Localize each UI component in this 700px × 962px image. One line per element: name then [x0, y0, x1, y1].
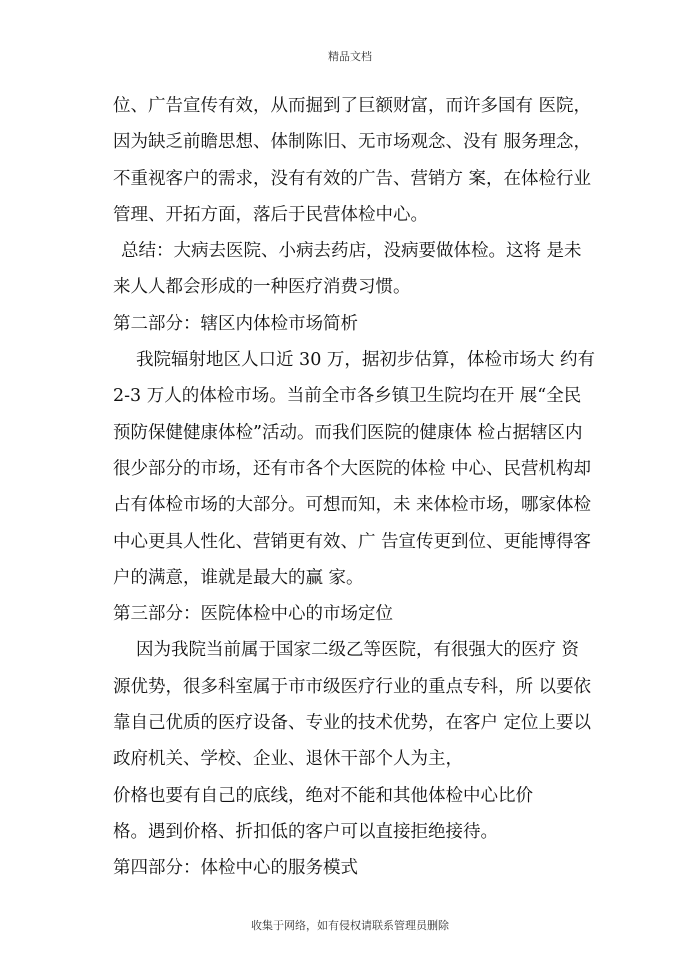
paragraph-line: 管理、开拓方面，落后于民营体检中心。	[113, 204, 428, 225]
paragraph-line: 政府机关、学校、企业、退休干部个人为主，	[113, 749, 463, 770]
paragraph-line: 源优势，很多科室属于市市级医疗行业的重点专科，所 以要依	[113, 676, 592, 697]
paragraph-line: 我院辐射地区人口近 30 万，据初步估算，体检市场大 约有	[136, 350, 595, 371]
paragraph-line: 格。遇到价格、折扣低的客户可以直接拒绝接待。	[113, 821, 498, 842]
paragraph-line: 预防保健健康体检”活动。而我们医院的健康体 检占据辖区内	[113, 422, 583, 443]
paragraph-line: 位、广告宣传有效，从而掘到了巨额财富，而许多国有 医院，	[113, 96, 592, 116]
paragraph-line: 因为我院当前属于国家二级乙等医院，有很强大的医疗 资	[136, 640, 580, 661]
section-heading-part-two: 第二部分：辖区内体检市场简析	[113, 313, 358, 334]
paragraph-line: 中心更具人性化、营销更有效、广 告宣传更到位、更能博得客	[113, 531, 592, 552]
paragraph-line: 很少部分的市场，还有市各个大医院的体检 中心、民营机构却	[113, 458, 592, 479]
paragraph-line: 不重视客户的需求，没有有效的广告、营销方 案，在体检行业	[113, 168, 592, 189]
page-header: 精品文档	[328, 50, 372, 63]
paragraph-line: 户的满意，谁就是最大的赢 家。	[113, 567, 364, 588]
paragraph-line: 价格也要有自己的底线，绝对不能和其他体检中心比价	[113, 785, 533, 806]
page-footer: 收集于网络，如有侵权请联系管理员删除	[251, 919, 449, 932]
paragraph-line: 2-3 万人的体检市场。当前全市各乡镇卫生院均在开 展“全民	[113, 386, 582, 407]
section-heading-part-four: 第四部分：体检中心的服务模式	[113, 858, 358, 879]
section-heading-part-three: 第三部分：医院体检中心的市场定位	[113, 604, 393, 625]
paragraph-line: 占有体检市场的大部分。可想而知，未 来体检市场，哪家体检	[113, 495, 592, 516]
summary-line: 总结：大病去医院、小病去药店，没病要做体检。这将 是未	[121, 241, 582, 262]
paragraph-line: 靠自己优质的医疗设备、专业的技术优势，在客户 定位上要以	[113, 713, 592, 734]
document-body	[113, 88, 593, 887]
paragraph-line: 因为缺乏前瞻思想、体制陈旧、无市场观念、没有 服务理念，	[113, 132, 592, 153]
paragraph-line: 来人人都会形成的一种医疗消费习惯。	[113, 277, 411, 298]
